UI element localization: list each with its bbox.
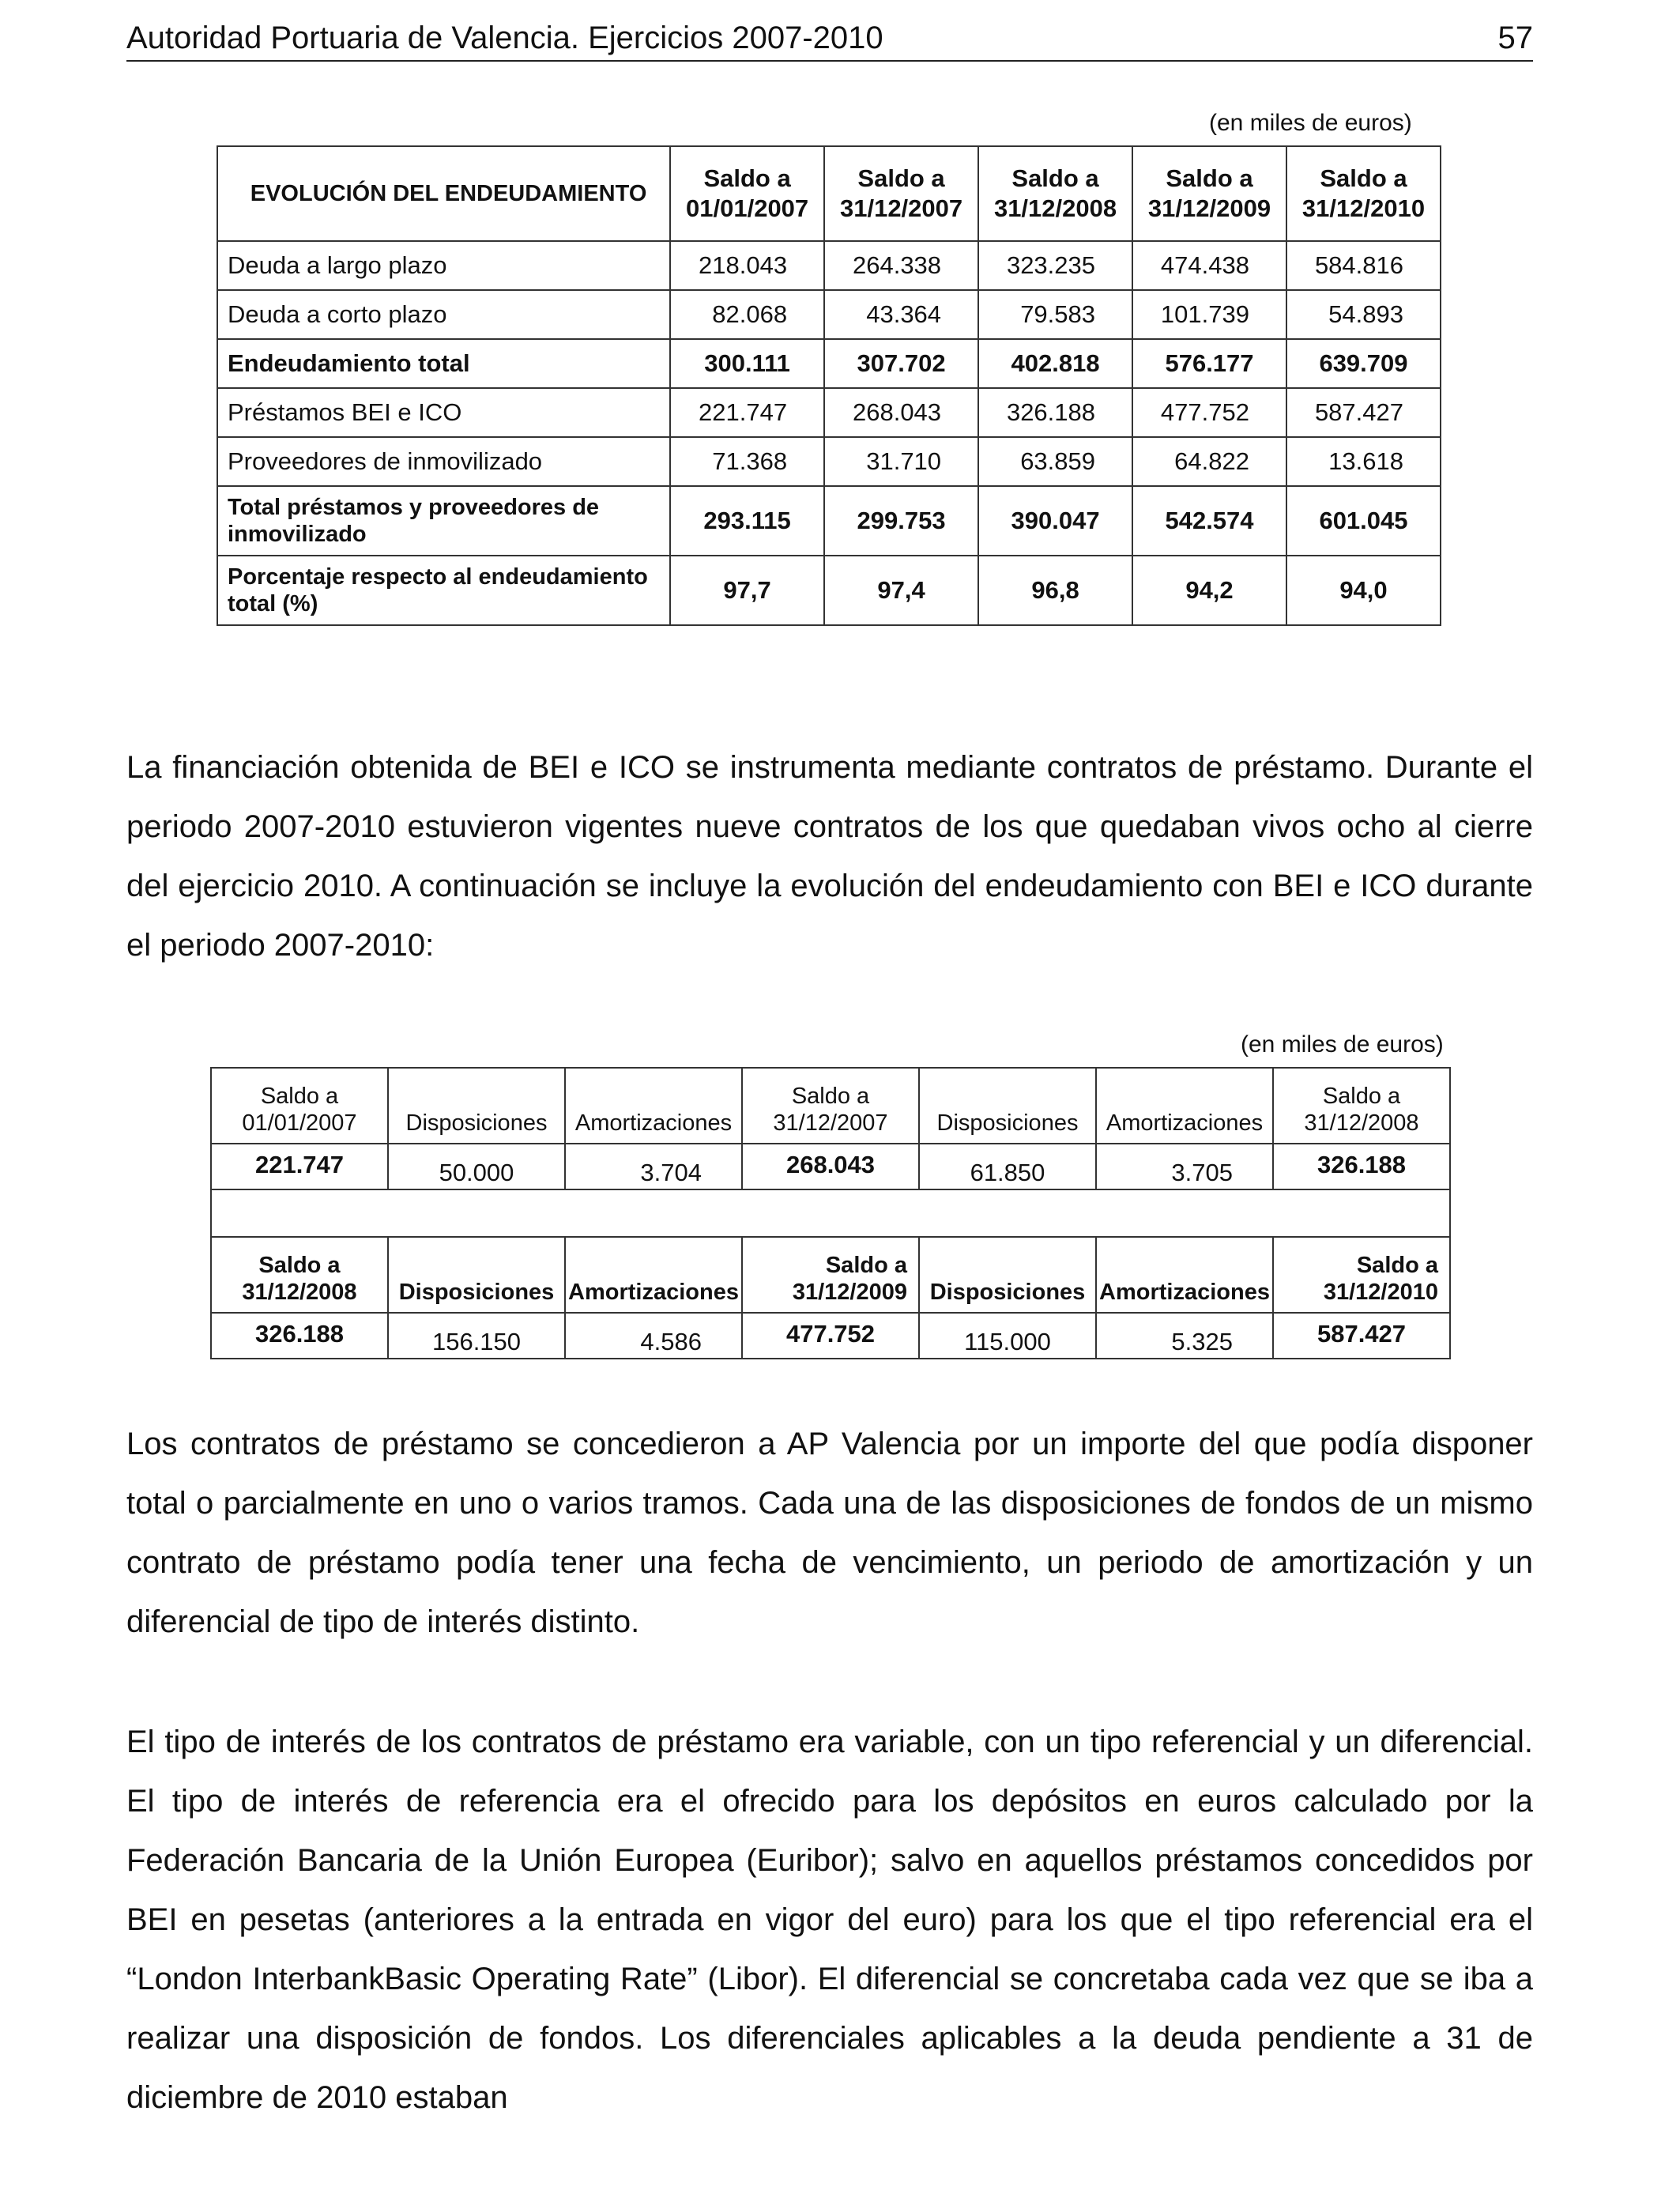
column-header: Amortizaciones xyxy=(1096,1237,1273,1313)
table-cell: 326.188 xyxy=(211,1313,388,1359)
table-cell: 299.753 xyxy=(824,486,978,556)
table-cell: 326.188 xyxy=(1273,1144,1450,1189)
table-row xyxy=(217,388,1441,437)
table-spacer-cell xyxy=(211,1189,1450,1237)
column-header: Disposiciones xyxy=(919,1237,1096,1313)
header-rule xyxy=(126,60,1533,62)
table-row xyxy=(217,437,1441,486)
table-cell: 96,8 xyxy=(978,556,1132,625)
column-header: Saldo a 01/01/2007 xyxy=(211,1068,388,1144)
table-cell: 82.068 xyxy=(670,290,824,339)
table-cell: 587.427 xyxy=(1286,388,1441,437)
table-cell: 79.583 xyxy=(978,290,1132,339)
table-cell: 5.325 xyxy=(1096,1313,1273,1359)
column-header: Amortizaciones xyxy=(1096,1068,1273,1144)
table-cell: 268.043 xyxy=(742,1144,919,1189)
table-cell: 3.704 xyxy=(565,1144,742,1189)
header-title: Autoridad Portuaria de Valencia. Ejercicios 2007-2010 xyxy=(126,21,883,55)
column-header: Saldo a 31/12/2007 xyxy=(742,1068,919,1144)
table-cell: 639.709 xyxy=(1286,339,1441,388)
table-header-row xyxy=(217,146,1441,241)
table-cell: 3.705 xyxy=(1096,1144,1273,1189)
table-cell: 601.045 xyxy=(1286,486,1441,556)
row-label: Proveedores de inmovilizado xyxy=(217,437,670,486)
column-header: Saldo a 31/12/2009 xyxy=(1132,146,1286,241)
table-spacer-row xyxy=(211,1189,1450,1237)
table-cell: 71.368 xyxy=(670,437,824,486)
table-cell: 101.739 xyxy=(1132,290,1286,339)
table-cell: 64.822 xyxy=(1132,437,1286,486)
table2-unit-note: (en miles de euros) xyxy=(1241,1031,1444,1057)
row-label: Deuda a largo plazo xyxy=(217,241,670,290)
table-cell: 323.235 xyxy=(978,241,1132,290)
page-header xyxy=(126,17,1533,58)
column-header: Saldo a 31/12/2008 xyxy=(978,146,1132,241)
table-cell: 54.893 xyxy=(1286,290,1441,339)
row-label: Préstamos BEI e ICO xyxy=(217,388,670,437)
table-cell: 156.150 xyxy=(388,1313,565,1359)
table-cell: 584.816 xyxy=(1286,241,1441,290)
table-cell: 587.427 xyxy=(1273,1313,1450,1359)
column-header: Saldo a 01/01/2007 xyxy=(670,146,824,241)
table-cell: 31.710 xyxy=(824,437,978,486)
column-header: Amortizaciones xyxy=(565,1068,742,1144)
column-header: Saldo a 31/12/2007 xyxy=(824,146,978,241)
table-cell: 94,0 xyxy=(1286,556,1441,625)
table-row-total xyxy=(217,339,1441,388)
column-header: Disposiciones xyxy=(388,1237,565,1313)
table-cell: 61.850 xyxy=(919,1144,1096,1189)
column-header: Saldo a 31/12/2010 xyxy=(1286,146,1441,241)
column-header: Disposiciones xyxy=(388,1068,565,1144)
column-header: Amortizaciones xyxy=(565,1237,742,1313)
table-header-row xyxy=(211,1068,1450,1144)
column-header: Saldo a 31/12/2008 xyxy=(211,1237,388,1313)
column-header: Disposiciones xyxy=(919,1068,1096,1144)
column-header: Saldo a 31/12/2010 xyxy=(1273,1237,1450,1313)
table-row xyxy=(217,290,1441,339)
table-cell: 390.047 xyxy=(978,486,1132,556)
table-cell: 221.747 xyxy=(670,388,824,437)
table-cell: 326.188 xyxy=(978,388,1132,437)
table-cell: 402.818 xyxy=(978,339,1132,388)
table-cell: 477.752 xyxy=(1132,388,1286,437)
table-header-row xyxy=(211,1237,1450,1313)
table1-unit-note: (en miles de euros) xyxy=(1209,110,1412,136)
body-paragraph: El tipo de interés de los contratos de préstamo era variable, con un tipo referencial y un diferencial. El tipo de interés de referencia era el ofrecido para los depósitos en euros calculado por la Federación Bancaria de la Unión Europea (Euribor); salvo en aquellos préstamos concedidos por BEI en pesetas (anteriores a la entrada en vigor del euro) para los que el tipo referencial era el “London InterbankBasic Operating Rate” (Libor). El diferencial se concretaba cada vez que se iba a realizar una disposición de fondos. Los diferenciales aplicables a la deuda pendiente a 31 de diciembre de 2010 estaban xyxy=(126,1725,1533,2115)
table-header-label: EVOLUCIÓN DEL ENDEUDAMIENTO xyxy=(217,146,670,241)
bei-ico-evolution-table xyxy=(210,1067,1451,1359)
row-label: Deuda a corto plazo xyxy=(217,290,670,339)
table-row xyxy=(211,1313,1450,1359)
table-cell: 307.702 xyxy=(824,339,978,388)
body-paragraph: La financiación obtenida de BEI e ICO se instrumenta mediante contratos de préstamo. Durante el periodo 2007-2010 estuvieron vigentes nueve contratos de los que quedaban vivos ocho al cierre del ejercicio 2010. A continuación se incluye la evolución del endeudamiento con BEI e ICO durante el periodo 2007-2010: xyxy=(126,750,1533,963)
table-cell: 13.618 xyxy=(1286,437,1441,486)
table-cell: 300.111 xyxy=(670,339,824,388)
body-paragraph: Los contratos de préstamo se concedieron a AP Valencia por un importe del que podía disponer total o parcialmente en uno o varios tramos. Cada una de las disposiciones de fondos de un mismo contrato de préstamo podía tener una fecha de vencimiento, un periodo de amortización y un diferencial de tipo de interés distinto. xyxy=(126,1427,1533,1639)
table-cell: 268.043 xyxy=(824,388,978,437)
table-cell: 97,7 xyxy=(670,556,824,625)
table-row-percentage xyxy=(217,556,1441,625)
table-cell: 542.574 xyxy=(1132,486,1286,556)
column-header: Saldo a 31/12/2008 xyxy=(1273,1068,1450,1144)
table-cell: 474.438 xyxy=(1132,241,1286,290)
debt-evolution-table xyxy=(217,145,1441,626)
table-row xyxy=(217,241,1441,290)
table-cell: 97,4 xyxy=(824,556,978,625)
table-cell: 264.338 xyxy=(824,241,978,290)
row-label: Porcentaje respecto al endeudamiento total (%) xyxy=(217,556,670,625)
table-cell: 218.043 xyxy=(670,241,824,290)
table-cell: 94,2 xyxy=(1132,556,1286,625)
page-number: 57 xyxy=(1497,21,1533,55)
table-cell: 4.586 xyxy=(565,1313,742,1359)
table-cell: 221.747 xyxy=(211,1144,388,1189)
table-cell: 115.000 xyxy=(919,1313,1096,1359)
row-label: Total préstamos y proveedores de inmovilizado xyxy=(217,486,670,556)
table-cell: 43.364 xyxy=(824,290,978,339)
table-cell: 63.859 xyxy=(978,437,1132,486)
table-cell: 293.115 xyxy=(670,486,824,556)
table-cell: 576.177 xyxy=(1132,339,1286,388)
table-row-total xyxy=(217,486,1441,556)
table-row xyxy=(211,1144,1450,1189)
table-cell: 50.000 xyxy=(388,1144,565,1189)
column-header: Saldo a 31/12/2009 xyxy=(742,1237,919,1313)
table-cell: 477.752 xyxy=(742,1313,919,1359)
row-label: Endeudamiento total xyxy=(217,339,670,388)
